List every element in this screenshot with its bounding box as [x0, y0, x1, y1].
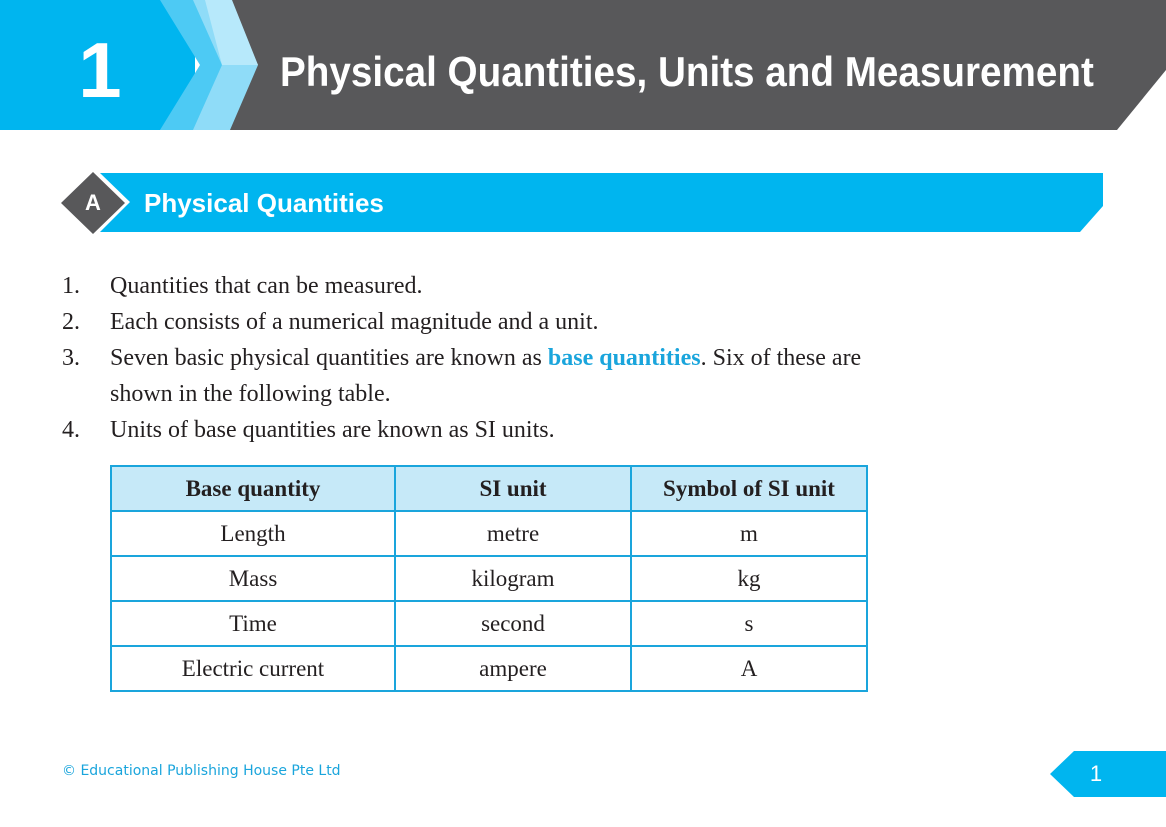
table-cell: kilogram	[395, 556, 631, 601]
chapter-title: Physical Quantities, Units and Measurement	[280, 48, 1094, 95]
table-row	[111, 511, 867, 556]
section-heading	[60, 172, 1106, 236]
list-text: Each consists of a numerical magnitude and a unit.	[110, 309, 599, 335]
column-header: SI unit	[395, 466, 631, 511]
table-cell: A	[631, 646, 867, 691]
list-text: Seven basic physical quantities are known as	[110, 345, 548, 371]
copyright-notice: © Educational Publishing House Pte Ltd	[62, 763, 341, 779]
list-text: Units of base quantities are known as SI units.	[110, 417, 555, 443]
table-cell: s	[631, 601, 867, 646]
point-list	[62, 268, 862, 448]
page-number: 1	[1089, 761, 1103, 786]
column-header: Base quantity	[111, 466, 395, 511]
chapter-number: 1	[78, 26, 122, 114]
table-cell: m	[631, 511, 867, 556]
list-item	[62, 268, 862, 304]
table-cell: second	[395, 601, 631, 646]
table-cell: Time	[111, 601, 395, 646]
list-item	[62, 304, 862, 340]
table-cell: Length	[111, 511, 395, 556]
table-row	[111, 601, 867, 646]
table-cell: kg	[631, 556, 867, 601]
list-number: 1.	[62, 273, 80, 299]
table-row	[111, 556, 867, 601]
column-header: Symbol of SI unit	[631, 466, 867, 511]
table-cell: Mass	[111, 556, 395, 601]
list-number: 3.	[62, 345, 80, 371]
page-tab-graphic	[1050, 751, 1166, 797]
table-cell: metre	[395, 511, 631, 556]
list-number: 4.	[62, 417, 80, 443]
list-text: Quantities that can be measured.	[110, 273, 423, 299]
page-number-tab	[1050, 751, 1166, 797]
list-item	[62, 412, 862, 448]
list-item	[62, 340, 862, 412]
table-cell: Electric current	[111, 646, 395, 691]
si-units-table	[110, 465, 868, 692]
chapter-header	[0, 0, 1166, 130]
table-cell: ampere	[395, 646, 631, 691]
table-header-row	[111, 466, 867, 511]
list-text: . Six of these are shown in the following table.	[110, 345, 862, 407]
section-title: Physical Quantities	[144, 188, 384, 218]
section-letter: A	[85, 190, 101, 215]
list-number: 2.	[62, 309, 80, 335]
highlighted-term: base quantities	[547, 345, 701, 371]
table-row	[111, 646, 867, 691]
